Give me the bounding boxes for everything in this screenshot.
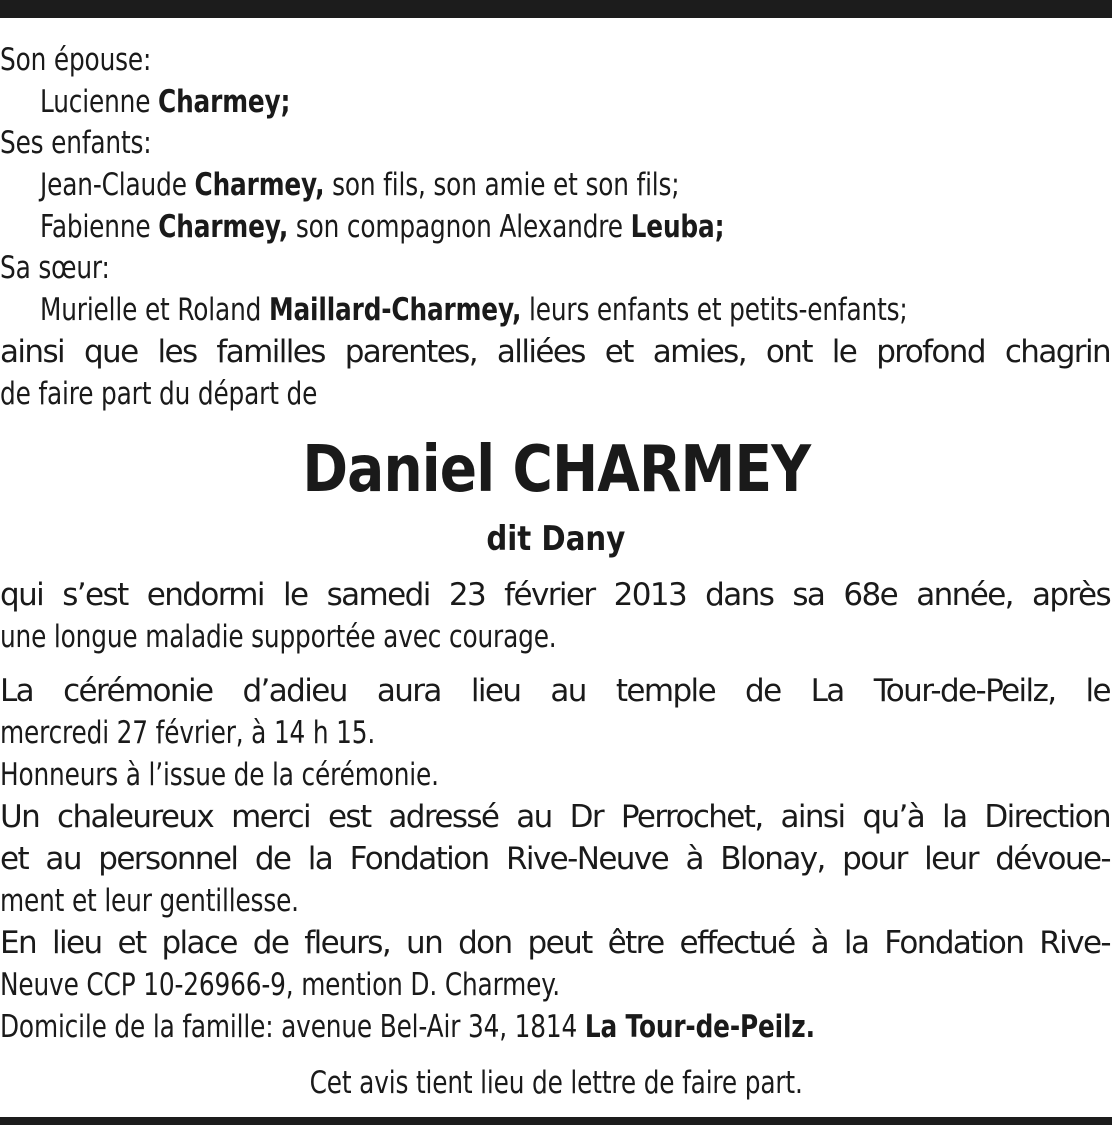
deceased-nickname xyxy=(0,517,1112,561)
donation-line-2 xyxy=(0,964,888,1006)
domicile-town: La Tour-de-Peilz. xyxy=(584,1009,815,1045)
child2-line xyxy=(40,206,928,248)
sister-last-name: Maillard-Charmey, xyxy=(268,292,522,328)
sister-first-names: Murielle et Roland xyxy=(40,292,262,328)
death-line-1: qui s’est endormi le samedi 23 février 2013 dans sa 68e année, après xyxy=(0,577,1110,613)
sister-relations: leurs enfants et petits-enfants; xyxy=(529,292,908,328)
thanks-line-3-text: ment et leur gentillesse. xyxy=(0,883,299,919)
deceased-name xyxy=(0,432,1112,508)
thanks-line-2: et au personnel de la Fondation Rive-Neuve à Blonay, pour leur dévoue- xyxy=(0,841,1110,877)
sister-line xyxy=(40,289,928,331)
families-line-2-text: de faire part du départ de xyxy=(0,376,318,412)
ceremony-line-1: La cérémonie d’adieu aura lieu au temple de La Tour-de-Peilz, le xyxy=(0,673,1110,709)
child2-partner-last-name: Leuba; xyxy=(630,209,725,245)
child1-last-name: Charmey, xyxy=(194,167,325,203)
child1-line xyxy=(40,164,928,206)
ceremony-line-2-text: mercredi 27 février, à 14 h 15. xyxy=(0,715,376,751)
child2-relations: son compagnon Alexandre xyxy=(295,209,623,245)
thanks-line-3 xyxy=(0,880,888,922)
families-line-2 xyxy=(0,373,888,415)
deceased-name-text: Daniel CHARMEY xyxy=(302,433,810,507)
thanks-line-1: Un chaleureux merci est adressé au Dr Perrochet, ainsi qu’à la Direction xyxy=(0,799,1110,835)
death-line-2 xyxy=(0,616,888,658)
honours-text: Honneurs à l’issue de la cérémonie. xyxy=(0,757,439,793)
child2-first-name: Fabienne xyxy=(40,209,151,245)
child1-relations: son fils, son amie et son fils; xyxy=(332,167,680,203)
donation-line-2-text: Neuve CCP 10-26966-9, mention D. Charmey. xyxy=(0,967,560,1003)
child2-last-name: Charmey, xyxy=(158,209,289,245)
closing-text: Cet avis tient lieu de lettre de faire part. xyxy=(309,1065,803,1101)
spouse-line xyxy=(40,81,928,123)
spouse-first-name: Lucienne xyxy=(40,84,151,120)
child1-first-name: Jean-Claude xyxy=(40,167,187,203)
sister-heading-text: Sa sœur: xyxy=(0,250,110,286)
spouse-heading-text: Son épouse: xyxy=(0,42,152,78)
domicile-address: Domicile de la famille: avenue Bel-Air 34, 1814 xyxy=(0,1009,578,1045)
bottom-border-rule xyxy=(0,1117,1112,1125)
top-border-rule xyxy=(0,0,1112,18)
children-heading xyxy=(0,122,888,164)
donation-line-1: En lieu et place de fleurs, un don peut être effectué à la Fondation Rive- xyxy=(0,925,1110,961)
deceased-nickname-text: dit Dany xyxy=(486,519,626,559)
death-line-2-text: une longue maladie supportée avec courage. xyxy=(0,619,557,655)
families-line-1: ainsi que les familles parentes, alliées et amies, ont le profond chagrin xyxy=(0,334,1110,370)
spouse-last-name: Charmey; xyxy=(158,84,291,120)
sister-heading xyxy=(0,247,888,289)
ceremony-line-2 xyxy=(0,712,888,754)
closing-line xyxy=(0,1062,1112,1104)
spouse-heading xyxy=(0,39,888,81)
honours-line xyxy=(0,754,888,796)
domicile-line xyxy=(0,1006,888,1048)
children-heading-text: Ses enfants: xyxy=(0,125,152,161)
